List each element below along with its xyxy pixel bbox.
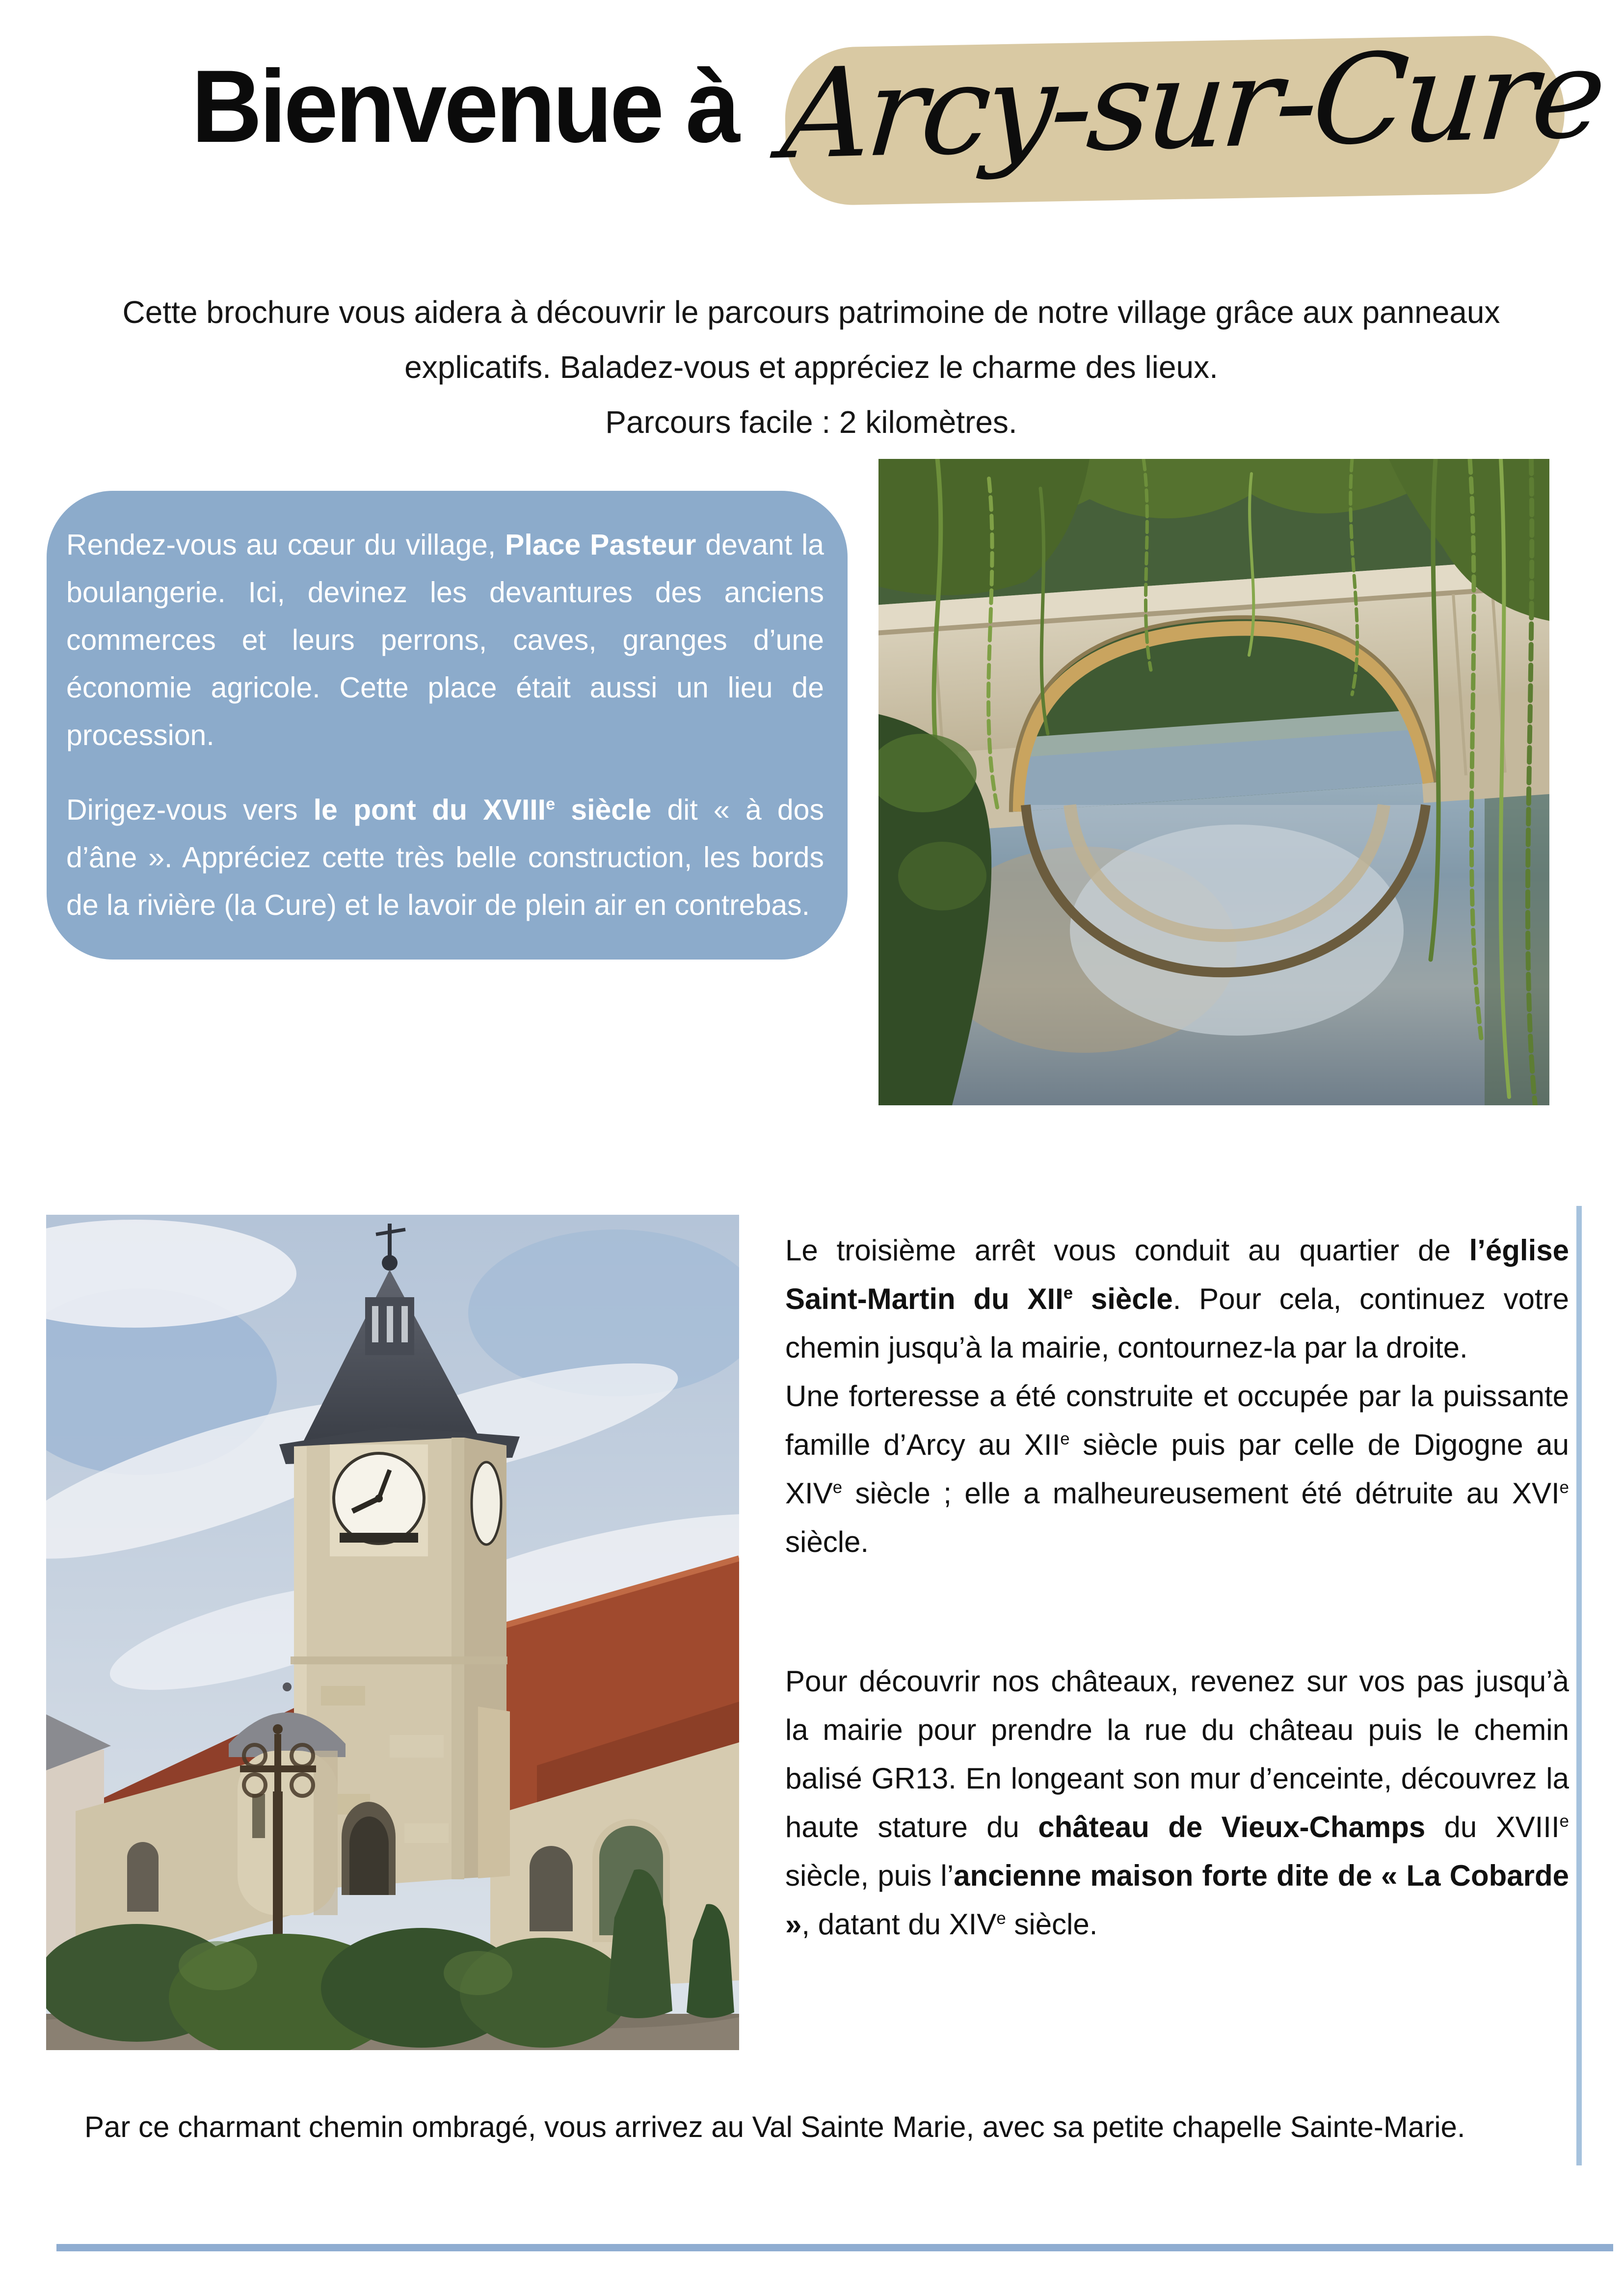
- apse-slit-window: [252, 1794, 265, 1838]
- page-title: Bienvenue à: [191, 49, 738, 164]
- directions-paragraph-1: Rendez-vous au cœur du village, Place Pasteur devant la boulangerie. Ici, devinez les devantures des anciens commerces et leurs perrons, caves, granges d’une économie agricole. Cette place était aussi un lieu de procession.: [66, 529, 824, 751]
- directions-paragraph-2: Dirigez-vous vers le pont du XVIIIe siècle dit « à dos d’âne ». Appréciez cette très belle construction, les bords de la rivière (la Cure) et le lavoir de plein air en contrebas.: [66, 794, 824, 921]
- church-illustration: [46, 1215, 739, 2050]
- left-window: [127, 1842, 159, 1912]
- closing-paragraph: Par ce charmant chemin ombragé, vous arrivez au Val Sainte Marie, avec sa petite chapelle Sainte-Marie.: [84, 2110, 1465, 2143]
- nave-window-small: [530, 1846, 573, 1931]
- bridge-illustration: [878, 459, 1549, 1105]
- bridge-photo: [878, 459, 1549, 1105]
- church-paragraph: Le troisième arrêt vous conduit au quartier de l’église Saint-Martin du XIIe siècle. Pour cela, continuez votre chemin jusqu’à la mairie, contournez-la par la droite.: [785, 1234, 1569, 1364]
- accent-vertical-bar: [1576, 1206, 1582, 2165]
- accent-bottom-bar: [56, 2244, 1613, 2251]
- fortress-paragraph: Une forteresse a été construite et occupée par la puissante famille d’Arcy au XIIe siècle puis par celle de Digogne au XIVe siècle ; elle a malheureusement été détruite au XVIe siècle.: [785, 1380, 1569, 1558]
- chateaux-paragraph: Pour découvrir nos châteaux, revenez sur vos pas jusqu’à la mairie pour prendre la rue du château puis le chemin balisé GR13. En longeant son mur d’enceinte, découvrez la haute stature du château de Vieux-Champs du XVIIIe siècle, puis l’ancienne maison forte dite de « La Cobarde », datant du XIVe siècle.: [785, 1665, 1569, 1941]
- main-text-column: [785, 1226, 1569, 1949]
- church-photo: [46, 1215, 739, 2050]
- intro-block: [100, 285, 1523, 450]
- intro-route-note: Parcours facile : 2 kilomètres.: [605, 404, 1017, 440]
- tower-string-course: [291, 1656, 507, 1664]
- intro-text: Cette brochure vous aidera à découvrir le parcours patrimoine de notre village grâce aux panneaux explicatifs. Baladez-vous et appréciez le charme des lieux.: [122, 294, 1500, 385]
- side-clock-face: [472, 1462, 501, 1545]
- buttress: [478, 1707, 510, 1878]
- village-name-script: Arcy-sur-Cure: [776, 22, 1607, 187]
- clock-ledge: [340, 1533, 418, 1543]
- directions-box: [47, 491, 848, 960]
